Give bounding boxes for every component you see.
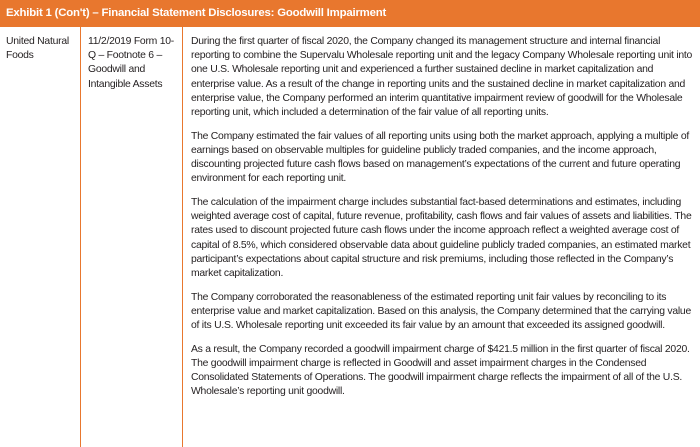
disclosure-paragraph: The Company estimated the fair values of all reporting units using both the market approach, applying a multiple of earnings based on observable multiples for guideline publicly traded companies, and the income approach, discounting projected future cash flows based on management’s expectations of the current and future operating environment for each reporting unit. [191, 130, 690, 185]
disclosure-table [0, 27, 700, 447]
company-name: United Natural Foods [6, 36, 69, 62]
disclosure-paragraph: The Company corroborated the reasonableness of the estimated reporting unit fair values by reconciling to its enterprise value and market capitalization. Based on this analysis, the Company determined that the carrying value of its U.S. Wholesale reporting unit exceeded its fair value by an amount that exceeded its assigned goodwill. [191, 291, 691, 332]
disclosure-paragraph: During the first quarter of fiscal 2020, the Company changed its management structure and internal financial reporting to combine the Supervalu Wholesale reporting unit and the legacy Company Wholesale reporting unit into one U.S. Wholesale reporting unit and experienced a further sustained decline in market capitalization and enterprise value. As a result of the change in reporting units and the sustained decline in market capitalization and enterprise value, the Company performed an interim quantitative impairment review of goodwill for the Wholesale reporting unit, which included a determination of the fair value of all reporting units. [191, 36, 693, 119]
exhibit-title: Exhibit 1 (Con't) – Financial Statement Disclosures: Goodwill Impairment [0, 0, 700, 27]
table-row [0, 27, 700, 447]
company-cell [0, 27, 81, 447]
disclosure-paragraph: The calculation of the impairment charge includes substantial fact-based determinations and estimates, including weighted average cost of capital, future revenue, profitability, cash flows and fair values of assets and liabilities. The rates used to discount projected future cash flows under the income approach reflect a weighted average cost of capital of 8.5%, which considered observable data about guideline publicly traded companies, an estimated market participant’s expectations about capital structure and risk premiums, including those reflected in the Company’s market capitalization. [191, 197, 692, 280]
disclosure-cell [183, 27, 700, 447]
source-cell [81, 27, 183, 447]
source-reference: 11/2/2019 Form 10-Q – Footnote 6 – Goodwill and Intangible Assets [88, 36, 174, 90]
disclosure-text [183, 27, 700, 400]
disclosure-paragraph: As a result, the Company recorded a goodwill impairment charge of $421.5 million in the first quarter of fiscal 2020. The goodwill impairment charge is reflected in Goodwill and asset impairment charges in the Condensed Consolidated Statements of Operations. The goodwill impairment charge reflects the impairment of all of the U.S. Wholesale’s reporting unit goodwill. [191, 343, 690, 398]
